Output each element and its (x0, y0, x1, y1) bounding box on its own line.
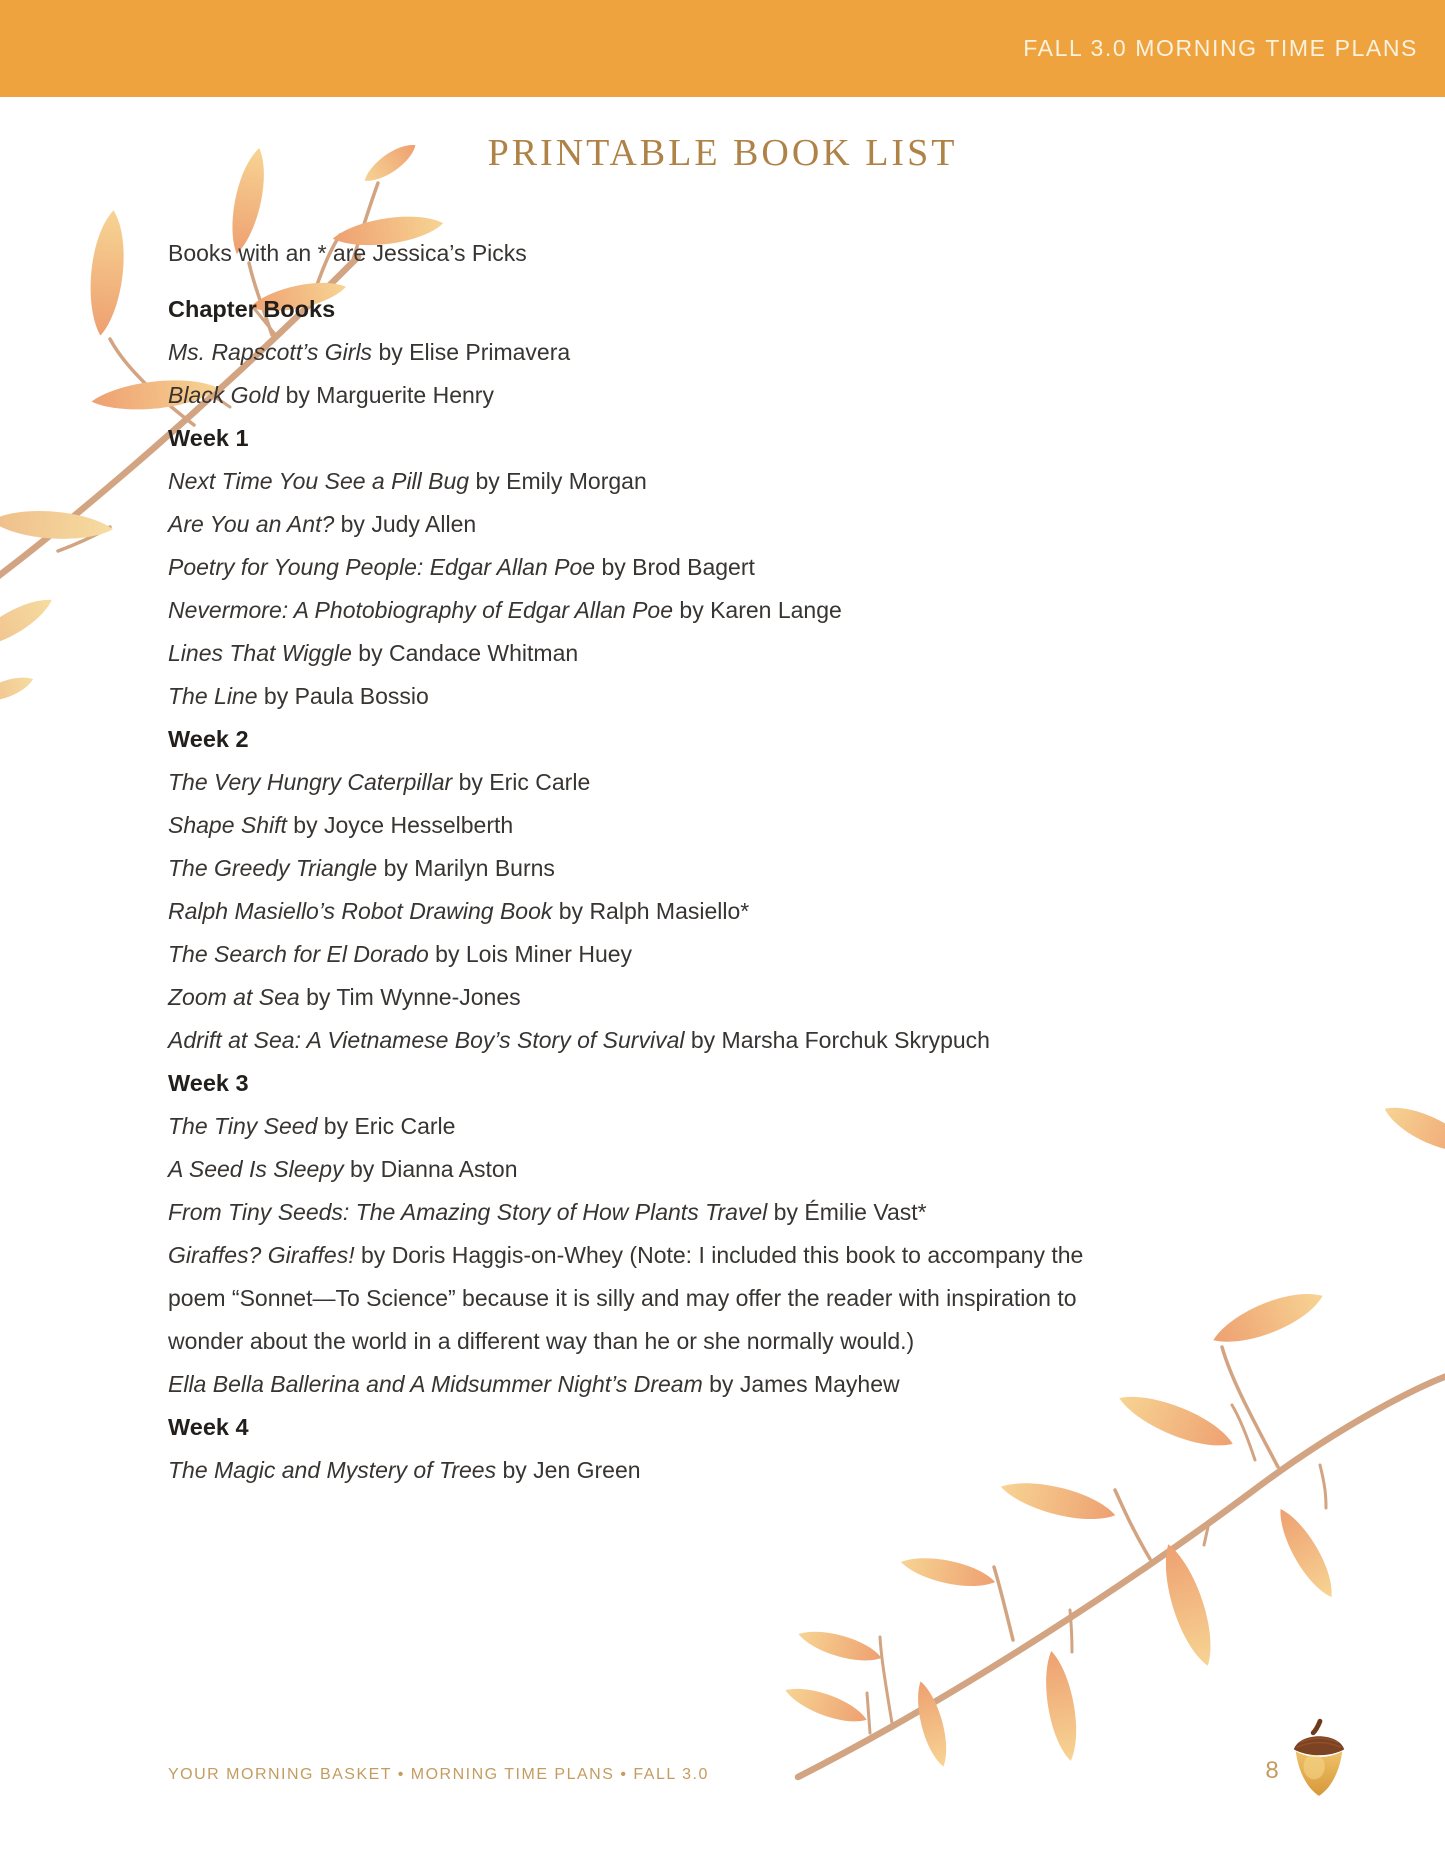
book-line (168, 1234, 1348, 1277)
book-author: by Emily Morgan (469, 468, 647, 494)
book-author: by Paula Bossio (257, 683, 429, 709)
book-title: Shape Shift (168, 812, 287, 838)
book-author: by Karen Lange (673, 597, 842, 623)
book-section (168, 1406, 1348, 1492)
footer-text: YOUR MORNING BASKET • MORNING TIME PLANS • FALL 3.0 (168, 1766, 709, 1783)
book-title: Ella Bella Ballerina and A Midsummer Night’s Dream (168, 1371, 703, 1397)
book-section (168, 718, 1348, 1062)
book-author: by Lois Miner Huey (428, 941, 633, 967)
book-line (168, 1148, 1348, 1191)
book-author: by Candace Whitman (351, 640, 579, 666)
book-author: by Tim Wynne-Jones (299, 984, 521, 1010)
section-heading: Week 3 (168, 1070, 249, 1096)
page-number: 8 (1265, 1757, 1279, 1784)
book-line (168, 503, 1348, 546)
book-line (168, 374, 1348, 417)
book-author: by Dianna Aston (343, 1156, 518, 1182)
book-line (168, 632, 1348, 675)
section-heading: Week 4 (168, 1414, 249, 1440)
book-line (168, 1191, 1348, 1234)
header-title: FALL 3.0 MORNING TIME PLANS (1023, 35, 1418, 61)
book-author: wonder about the world in a different way than he or she normally would.) (168, 1328, 915, 1354)
book-title: Poetry for Young People: Edgar Allan Poe (168, 554, 596, 580)
book-author: by Marsha Forchuk Skrypuch (684, 1027, 990, 1053)
book-section (168, 288, 1348, 417)
book-author: by Brod Bagert (595, 554, 755, 580)
section-heading: Week 1 (168, 425, 249, 451)
intro-note: Books with an * are Jessica’s Picks (168, 240, 527, 266)
book-line (168, 933, 1348, 976)
book-author: by Marilyn Burns (377, 855, 555, 881)
book-line (168, 847, 1348, 890)
section-heading: Chapter Books (168, 296, 336, 322)
book-author: by Judy Allen (334, 511, 477, 537)
book-author: by Ralph Masiello* (552, 898, 750, 924)
book-title: Ralph Masiello’s Robot Drawing Book (168, 898, 553, 924)
book-line (168, 675, 1348, 718)
book-title: Are You an Ant? (168, 511, 335, 537)
acorn-icon (1288, 1718, 1350, 1800)
book-author: by Jen Green (496, 1457, 641, 1483)
book-author: by Elise Primavera (372, 339, 571, 365)
book-section (168, 417, 1348, 718)
book-title: A Seed Is Sleepy (168, 1156, 344, 1182)
book-list (168, 232, 1348, 1492)
book-title: Next Time You See a Pill Bug (168, 468, 470, 494)
book-title: Lines That Wiggle (168, 640, 352, 666)
book-author: by Eric Carle (317, 1113, 456, 1139)
book-line (168, 1320, 1348, 1363)
book-author: by Doris Haggis-on-Whey (Note: I included this book to accompany the (354, 1242, 1084, 1268)
header-bar (0, 0, 1445, 97)
book-line (168, 1277, 1348, 1320)
book-title: The Very Hungry Caterpillar (168, 769, 453, 795)
book-line (168, 460, 1348, 503)
book-line (168, 546, 1348, 589)
book-title: The Line (168, 683, 258, 709)
book-title: The Tiny Seed (168, 1113, 318, 1139)
book-line (168, 1449, 1348, 1492)
section-heading: Week 2 (168, 726, 249, 752)
book-author: poem “Sonnet—To Science” because it is silly and may offer the reader with inspiration to (168, 1285, 1077, 1311)
book-title: Ms. Rapscott’s Girls (168, 339, 373, 365)
page-title: PRINTABLE BOOK LIST (487, 132, 958, 174)
book-title: Black Gold (168, 382, 280, 408)
book-line (168, 589, 1348, 632)
book-author: by Joyce Hesselberth (286, 812, 514, 838)
book-line (168, 976, 1348, 1019)
book-title: Nevermore: A Photobiography of Edgar Allan Poe (168, 597, 674, 623)
book-line (168, 331, 1348, 374)
book-title: Zoom at Sea (168, 984, 300, 1010)
book-author: by Eric Carle (452, 769, 591, 795)
book-title: The Magic and Mystery of Trees (168, 1457, 497, 1483)
book-line (168, 1019, 1348, 1062)
book-line (168, 1105, 1348, 1148)
book-section (168, 1062, 1348, 1406)
book-title: Giraffes? Giraffes! (168, 1242, 355, 1268)
book-line (168, 761, 1348, 804)
book-author: by Marguerite Henry (279, 382, 494, 408)
book-line (168, 890, 1348, 933)
book-line (168, 804, 1348, 847)
book-author: by James Mayhew (702, 1371, 900, 1397)
book-sections (168, 288, 1348, 1492)
book-title: Adrift at Sea: A Vietnamese Boy’s Story of Survival (168, 1027, 685, 1053)
book-title: From Tiny Seeds: The Amazing Story of How Plants Travel (168, 1199, 768, 1225)
book-line (168, 1363, 1348, 1406)
book-title: The Greedy Triangle (168, 855, 378, 881)
book-title: The Search for El Dorado (168, 941, 429, 967)
book-author: by Émilie Vast* (767, 1199, 927, 1225)
